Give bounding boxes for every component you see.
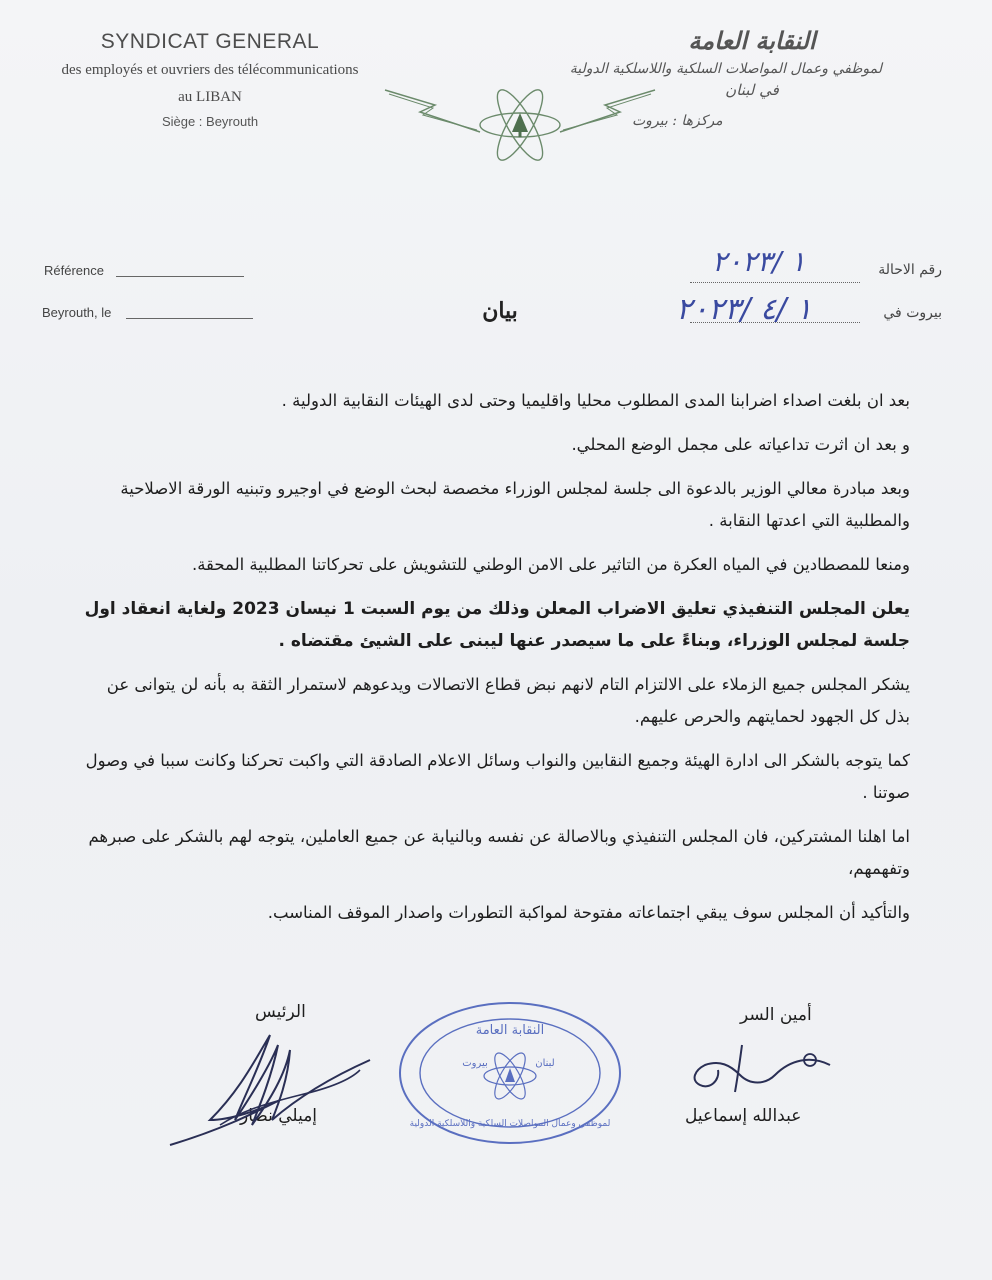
- stamp-country: لبنان: [535, 1058, 555, 1069]
- paragraph-4: ومنعا للمصطادين في المياه العكرة من التاثير على الامن الوطني للتشويش على تحركاتنا المطلبية المحقة.: [191, 555, 910, 574]
- reference-label-ar: رقم الاحالة: [878, 262, 942, 278]
- president-title: الرئيس: [255, 1002, 306, 1022]
- org-name-ar: النقابة العامة: [688, 26, 816, 55]
- stamp-top-text: النقابة العامة: [475, 1023, 545, 1038]
- paragraph-7: كما يتوجه بالشكر الى ادارة الهيئة وجميع النقابين والنواب وسائل الاعلام الصادقة التي واكبت تحركنا وكانت سببا في وصول صوتنا .: [85, 751, 910, 802]
- secretary-name: عبدالله إسماعيل: [685, 1106, 802, 1126]
- paragraph-9: والتأكيد أن المجلس سوف يبقي اجتماعاته مفتوحة لمواكبة التطورات واصدار الموقف المناسب.: [267, 903, 910, 922]
- paragraph-1: بعد ان بلغت اصداء اضرابنا المدى المطلوب محليا واقليميا وحتى لدى الهيئات النقابية الدولية .: [281, 391, 910, 410]
- secretary-signature-icon: [680, 1030, 850, 1100]
- reference-line-fr: [116, 276, 244, 277]
- org-name-fr: SYNDICAT GENERAL: [100, 30, 320, 53]
- president-signature-icon: [160, 1020, 390, 1150]
- reference-label-fr: Référence: [44, 263, 104, 278]
- org-country-fr: au LIBAN: [178, 89, 242, 105]
- paragraph-announcement: يعلن المجلس التنفيذي تعليق الاضراب المعلن وذلك من يوم السبت 1 نيسان 2023 ولغاية انعقاد اول جلسة لمجلس الوزراء، وبناءً على ما سيصدر عنها ليبنى على الشيئ مقتضاه .: [84, 599, 910, 651]
- secretary-title: أمين السر: [740, 1005, 812, 1025]
- header-right: [569, 26, 882, 129]
- reference-line-ar: [690, 282, 860, 283]
- org-subtitle-ar: لموظفي وعمال المواصلات السلكية واللاسلكية الدولية: [569, 61, 882, 77]
- paragraph-6: يشكر المجلس جميع الزملاء على الالتزام التام لانهم نبض قطاع الاتصالات ويدعوهم لاستمرار الثقة به بأنه لن يتوانى عن بذل كل الجهود لحمايتهم والحرص عليهم.: [106, 675, 910, 726]
- header-left: [40, 30, 380, 129]
- stamp-ring-text: لموظفي وعمال المواصلات السلكية واللاسلكية الدولية: [409, 1119, 611, 1129]
- paragraph-3: وبعد مبادرة معالي الوزير بالدعوة الى جلسة لمجلس الوزراء مخصصة لبحث الوضع في اوجيرو وتبنيه الورقة الاصلاحية والمطلبية التي اعدتها النقابة .: [120, 479, 910, 530]
- date-label-fr: Beyrouth, le: [42, 305, 112, 320]
- president-name: إميلي نصار: [240, 1106, 318, 1126]
- document-title: بيان: [482, 298, 518, 324]
- reference-number-handwritten: ١ /٢٠٢٣: [712, 245, 806, 278]
- official-stamp-icon: [395, 998, 625, 1148]
- date-line-fr: [126, 318, 253, 319]
- org-country-ar: في لبنان: [725, 81, 779, 99]
- paragraph-8: اما اهلنا المشتركين، فان المجلس التنفيذي وبالاصالة عن نفسه وبالنيابة عن جميع العاملين، يتوجه لهم بالشكر على صبرهم وتفهمهم،: [88, 827, 910, 878]
- stamp-city: بيروت: [462, 1058, 488, 1069]
- org-seat-ar: مركزها : بيروت: [632, 113, 723, 129]
- date-handwritten: ١ /٤ /٢٠٢٣: [676, 292, 813, 327]
- date-label-ar: بيروت في: [883, 305, 942, 321]
- org-seat-fr: Siège : Beyrouth: [161, 114, 259, 129]
- paragraph-2: و بعد ان اثرت تداعياته على مجمل الوضع المحلي.: [571, 435, 910, 454]
- statement-body: [80, 385, 910, 941]
- org-subtitle-fr: des employés et ouvriers des télécommunications: [61, 62, 359, 78]
